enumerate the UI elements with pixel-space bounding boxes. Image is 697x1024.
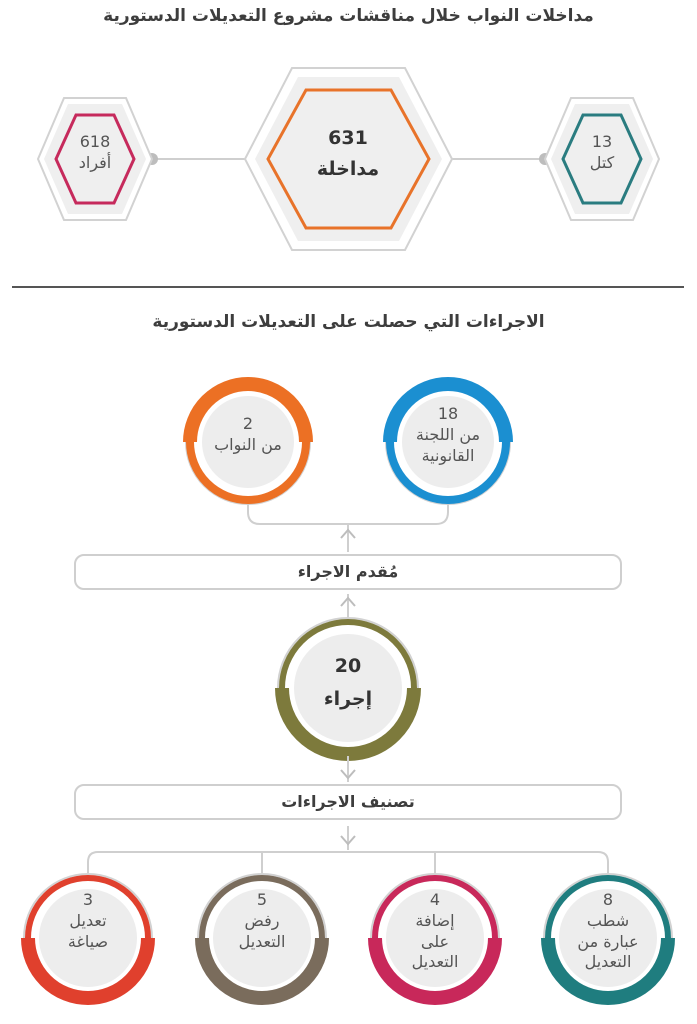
source-node-committee (398, 404, 498, 466)
category-node-3 (385, 890, 485, 973)
blocs-label: كتل (589, 152, 615, 172)
category-label-line2: التعديل (238, 931, 286, 951)
presenter-bar (74, 554, 622, 590)
category-label-line3: التعديل (411, 952, 459, 972)
category-value: 4 (429, 890, 441, 909)
individuals-node (45, 132, 145, 174)
total-label: إجراء (323, 687, 373, 710)
category-label-line1: إضافة (415, 910, 455, 930)
individuals-value: 618 (79, 132, 111, 151)
total-node (288, 654, 408, 711)
category-label-line2: عبارة من (577, 931, 639, 951)
section1-title: مداخلات النواب خلال مناقشات مشروع التعديلات الدستورية (103, 6, 594, 26)
presenter-label: مُقدم الاجراء (297, 562, 399, 581)
category-node-2 (212, 890, 312, 952)
source-node-deputies (198, 414, 298, 456)
interventions-node (288, 126, 408, 181)
source-label-line2: القانونية (421, 445, 475, 465)
category-tree (88, 852, 608, 878)
classification-bar (74, 784, 622, 820)
category-label-line1: رفض (244, 910, 280, 930)
category-label-line1: تعديل (69, 910, 107, 930)
category-label-line2: على (420, 931, 450, 951)
source-value: 18 (437, 404, 459, 423)
category-node-1 (38, 890, 138, 952)
section2-title: الاجراءات التي حصلت على التعديلات الدستورية (152, 312, 545, 332)
interventions-value: 631 (328, 127, 368, 149)
source-bracket (248, 504, 448, 524)
category-label-line1: شطب (586, 910, 630, 930)
blocs-value: 13 (591, 132, 613, 151)
source-label: من النواب (214, 434, 282, 454)
category-value: 8 (602, 890, 614, 909)
source-value: 2 (242, 414, 254, 433)
category-label-line3: التعديل (584, 952, 632, 972)
blocs-node (552, 132, 652, 174)
section-divider (12, 286, 684, 288)
category-label-line2: صياغة (67, 931, 109, 951)
source-label-line1: من اللجنة (415, 424, 481, 444)
classification-label: تصنيف الاجراءات (281, 792, 415, 811)
category-value: 3 (82, 890, 94, 909)
category-value: 5 (256, 890, 268, 909)
interventions-label: مداخلة (316, 157, 380, 180)
total-value: 20 (334, 655, 362, 677)
individuals-label: أفراد (78, 152, 112, 172)
category-node-4 (558, 890, 658, 973)
